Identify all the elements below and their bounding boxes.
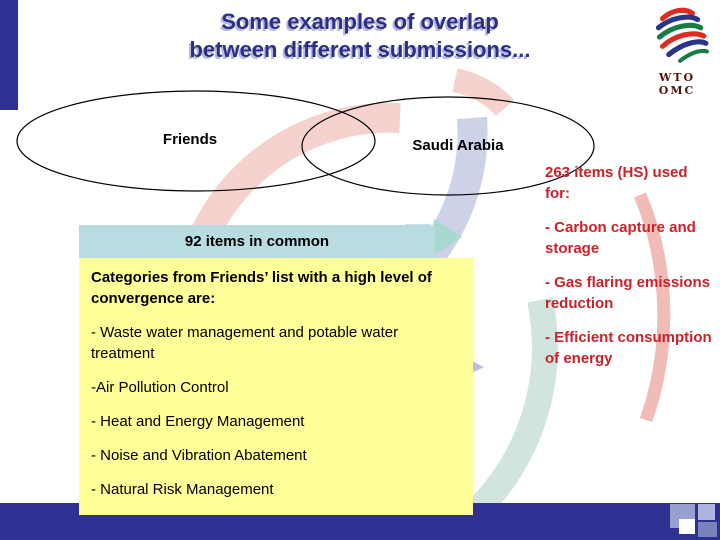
category-item: - Heat and Energy Management xyxy=(91,413,305,430)
slide-title-line1: Some examples of overlap xyxy=(221,9,499,34)
category-item: - Noise and Vibration Abatement xyxy=(91,447,307,464)
slide-title-line2: between different submissions... xyxy=(189,37,531,62)
common-items-box: 92 items in common xyxy=(79,225,435,258)
template-square xyxy=(698,504,715,520)
category-item: -Air Pollution Control xyxy=(91,379,229,396)
template-square-white xyxy=(679,519,695,534)
categories-header: Categories from Friends’ list with a high level of convergence are: xyxy=(91,269,432,307)
wto-swoosh-icon xyxy=(644,6,710,64)
venn-label-friends: Friends xyxy=(162,131,218,148)
saudi-item: - Carbon capture and storage xyxy=(545,219,696,257)
venn-label-saudi-arabia: Saudi Arabia xyxy=(412,137,504,154)
saudi-items-header: 263 items (HS) used for: xyxy=(545,164,688,202)
template-square xyxy=(698,522,717,537)
categories-box xyxy=(79,258,473,515)
slide-title xyxy=(90,8,630,64)
wto-logo xyxy=(638,6,716,97)
category-item: - Waste water management and potable water treatment xyxy=(91,324,399,362)
wto-caption: WTO OMC xyxy=(658,71,696,97)
saudi-item: - Efficient consumption of energy xyxy=(545,329,712,367)
category-item: - Natural Risk Management xyxy=(91,481,274,498)
saudi-items-column xyxy=(545,162,715,382)
saudi-item: - Gas flaring emissions reduction xyxy=(545,274,711,312)
